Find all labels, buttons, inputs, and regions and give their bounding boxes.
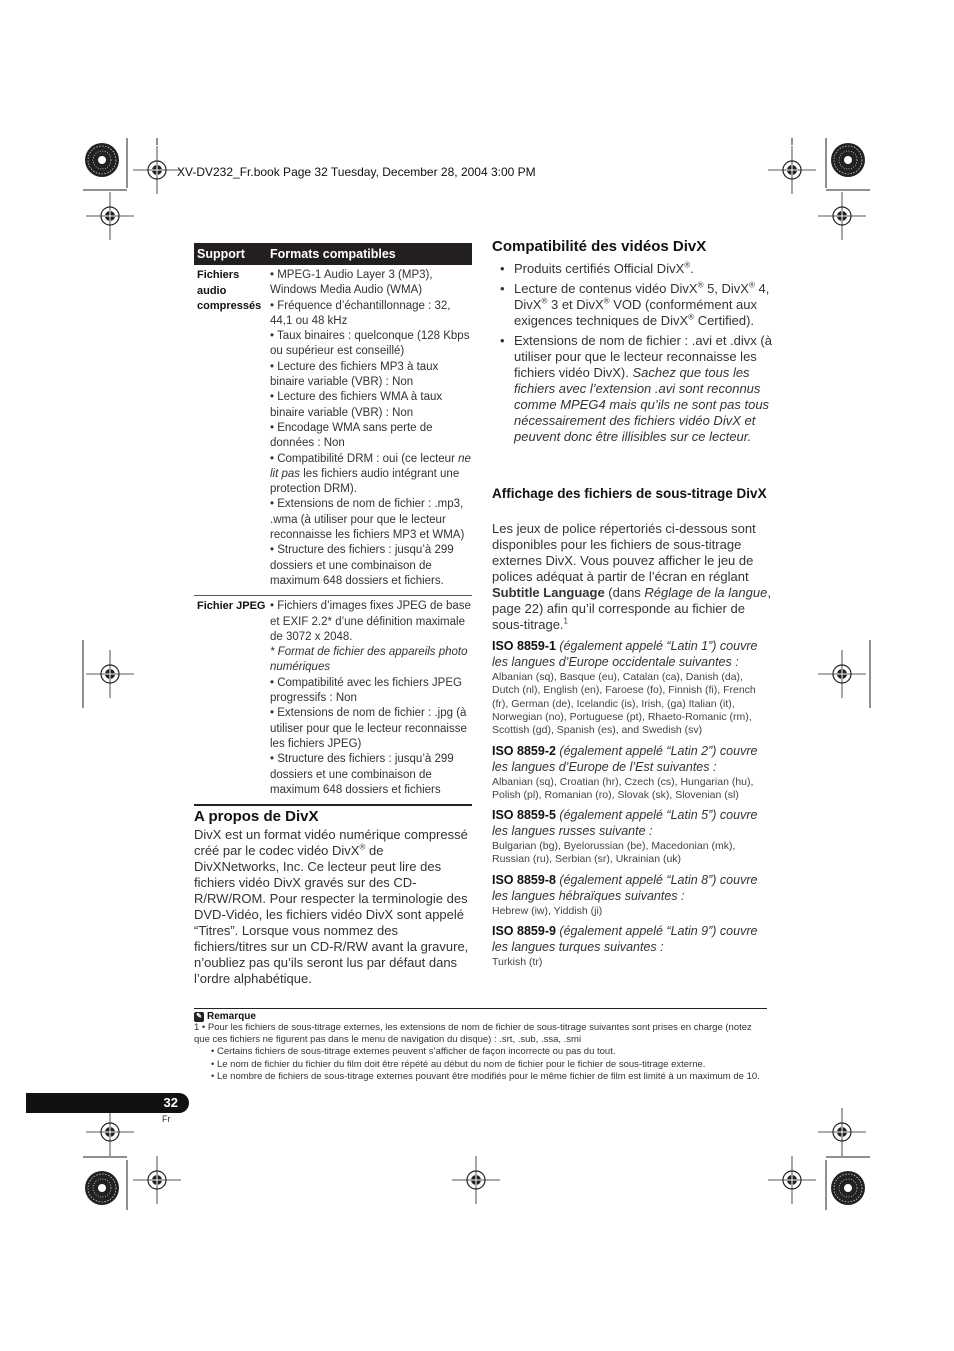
page-number: 32 [163, 1095, 178, 1110]
list-item: • Structure des fichiers : jusqu’à 299 dossiers et une combinaison de maximum 648 dossiers et fichiers. [270, 544, 454, 587]
table-row-audio [194, 265, 472, 596]
bullet-text: 4, DivX [514, 281, 770, 312]
bullet-text: 5, DivX [703, 281, 749, 296]
iso-title [492, 638, 772, 670]
list-item: • Encodage WMA sans perte de données : Non [270, 421, 433, 450]
header-formats: Formats compatibles [270, 247, 396, 261]
iso-title [492, 923, 772, 955]
note-line: 1 • Pour les fichiers de sous-titrage externes, les extensions de nom de fichier de sous-titrage suivantes sont prises en charge (notez que ces fichiers ne figurent pas dans le menu de navigation du disque) : .srt, .sub, .ssa, .smi [194, 1022, 752, 1046]
bullet-text: Extensions de nom de fichier : .avi et .divx (à utiliser pour que le lecteur reconnaisse les fichiers vidéo DivX). [514, 333, 772, 380]
iso-name: ISO 8859-1 [492, 639, 556, 653]
corner-star-br [831, 1171, 865, 1205]
iso-item-2 [492, 743, 772, 803]
bullet-text: Lecture de contenus vidéo DivX [514, 281, 698, 296]
list-item: • Taux binaires : quelconque (128 Kbps ou supérieur est conseillé) [270, 330, 470, 358]
list-item: • Extensions de nom de fichier : .mp3, .wma (à utiliser pour que le lecteur reconnaisse les fichiers MP3 et WMA) [270, 498, 465, 542]
iso-desc: (également appelé “Latin 9”) couvre les langues turques suivantes : [492, 924, 758, 954]
about-divx-title: A propos de DivX [194, 808, 319, 825]
iso-name: ISO 8859-9 [492, 924, 556, 938]
bullet-text: 3 et DivX [547, 297, 604, 312]
compat-list [492, 261, 772, 449]
registered-mark: ® [697, 280, 704, 290]
bullet-italic: Sachez que tous les fichiers avec l’extension .avi sont reconnus comme MPEG4 mais qu’ils ne sont pas tous nécessairement des fichiers vidéo DivX et peuvent donc être illisibles sur ce lecteur. [514, 365, 770, 444]
corner-star-tr [831, 143, 865, 177]
drm-text: • Compatibilité DRM : oui (ce lecteur [270, 452, 459, 465]
footnote-text: * Format de fichier des appareils photo numériques [270, 646, 468, 674]
iso-name: ISO 8859-8 [492, 873, 556, 887]
list-item: • Fichiers d’images fixes JPEG de base et EXIF 2.2* d’une définition maximale de 3072 x 2048. [270, 600, 471, 643]
list-item [270, 452, 472, 498]
about-text-a: DivX est un format vidéo numérique compressé créé par le codec vidéo DivX [194, 827, 468, 858]
iso-item-3 [492, 807, 772, 867]
iso-desc: (également appelé “Latin 5”) couvre les langues russes suivante : [492, 808, 758, 838]
note-line: • Certains fichiers de sous-titrage externes peuvent s’afficher de façon incorrecte ou pas du tout. [211, 1046, 616, 1058]
registered-mark: ® [541, 296, 548, 306]
corner-star-bl [85, 1171, 119, 1205]
subtitle-text-b: (dans [604, 585, 645, 600]
language-code: Fr [162, 1114, 171, 1124]
iso-item-1 [492, 638, 772, 737]
iso-title [492, 743, 772, 775]
iso-name: ISO 8859-2 [492, 744, 556, 758]
list-item: • Structure des fichiers : jusqu’à 299 dossiers et une combinaison de maximum 648 dossiers et fichiers [270, 753, 454, 796]
subtitle-text-a: Les jeux de police répertoriés ci-dessous sont disponibles pour les fichiers de sous-titrage externes DivX. Vous pouvez afficher le jeu de polices adéquat à partir de l’écran en réglant [492, 521, 756, 584]
list-item: • Compatibilité avec les fichiers JPEG progressifs : Non [270, 676, 462, 705]
table-header [194, 243, 472, 265]
table-row-jpeg [194, 596, 472, 806]
note-title: Remarque [207, 1011, 256, 1022]
list-item: • Extensions de nom de fichier : .jpg (à utiliser pour que le lecteur reconnaisse les fichiers JPEG) [270, 707, 467, 750]
note-header [194, 1011, 767, 1022]
list-item [492, 333, 772, 445]
list-item: • Lecture des fichiers MP3 à taux binaire variable (VBR) : Non [270, 360, 439, 389]
subtitle-menu-ref: Réglage de la langue [644, 585, 768, 600]
iso-desc: (également appelé “Latin 8”) couvre les langues hébraïques suivantes : [492, 873, 758, 903]
bullet-text: Produits certifiés Official DivX [514, 261, 685, 276]
compat-title: Compatibilité des vidéos DivX [492, 238, 707, 255]
footnote-mark: 1 [563, 616, 568, 626]
bullet-text: . [690, 261, 694, 276]
registered-mark: ® [603, 296, 610, 306]
iso-langs: Bulgarian (bg), Byelorussian (be), Macedonian (mk), Russian (ru), Serbian (sr), Ukrainian (uk) [492, 840, 736, 866]
book-header: XV-DV232_Fr.book Page 32 Tuesday, December 28, 2004 3:00 PM [177, 165, 536, 179]
iso-title [492, 872, 772, 904]
subtitles-text [492, 521, 772, 633]
row-label-jpeg: Fichier JPEG [197, 600, 266, 613]
registered-mark: ® [359, 842, 366, 852]
note-pencil-icon: ✎ [194, 1012, 204, 1022]
iso-langs: Albanian (sq), Croatian (hr), Czech (cs), Hungarian (hu), Polish (pl), Romanian (ro), Slovak (sk), Slovenian (sl) [492, 776, 754, 802]
iso-langs: Hebrew (iw), Yiddish (ji) [492, 905, 603, 917]
iso-name: ISO 8859-5 [492, 808, 556, 822]
row-label-audio: Fichiers audio compressés [197, 269, 262, 312]
list-item [492, 281, 772, 329]
about-text-b: de DivXNetworks, Inc. Ce lecteur peut lire des fichiers vidéo DivX gravés sur des CD-R/RW/ROM. Pour respecter la terminologie des DVD-Vidéo, les fichiers vidéo DivX sont appelé “Titres”. Lorsque vous nommez des fichiers/titres sur un CD-R/RW avant la gravure, n’oubliez pas qu’ils seront lus par défaut dans l’ordre alphabétique. [194, 843, 469, 986]
bullet-text: VOD (conformément aux exigences techniques de DivX [514, 297, 758, 328]
iso-langs: Turkish (tr) [492, 956, 543, 968]
iso-title [492, 807, 772, 839]
list-item [492, 261, 772, 277]
iso-langs: Albanian (sq), Basque (eu), Catalan (ca), Danish (da), Dutch (nl), English (en), Faroese (fo), Finnish (fi), French (fr), German (de), Icelandic (is), Irish, (ga) Italian (it), Norwegian (no), Portuguese (pt), Rhaeto-Romanic (rm), Scottish (gd), Spanish (es), and Swedish (sv) [492, 671, 756, 737]
bullet-text: Certified). [694, 313, 755, 328]
registered-mark: ® [688, 312, 695, 322]
iso-desc: (également appelé “Latin 2”) couvre les langues d’Europe de l’Est suivantes : [492, 744, 758, 774]
note-line: • Le nombre de fichiers de sous-titrage externes pouvant être modifiés pour le même fichier de film est limité à un maximum de 10. [211, 1070, 760, 1082]
subtitle-setting: Subtitle Language [492, 585, 605, 600]
list-item: • MPEG-1 Audio Layer 3 (MP3), Windows Media Audio (WMA) [270, 269, 433, 297]
note-line: • Le nom de fichier du fichier du film doit être répété au début du nom de fichier pour le fichier de sous-titrage externe. [211, 1058, 706, 1070]
about-divx-text [194, 827, 472, 987]
subtitles-title: Affichage des fichiers de sous-titrage DivX [492, 486, 767, 501]
iso-item-4 [492, 872, 772, 918]
corner-star-tl [85, 143, 119, 177]
iso-desc: (également appelé “Latin 1”) couvre les langues d’Europe occidentale suivantes : [492, 639, 758, 669]
page-number-badge [26, 1093, 189, 1113]
formats-table [194, 243, 472, 806]
note-box [194, 1008, 767, 1083]
registered-mark: ® [748, 280, 755, 290]
header-support: Support [197, 247, 245, 261]
iso-item-5 [492, 923, 772, 969]
registered-mark: ® [684, 260, 691, 270]
list-item: • Fréquence d’échantillonnage : 32, 44,1 ou 48 kHz [270, 299, 451, 327]
row-content-jpeg [270, 599, 472, 798]
row-content-audio [270, 268, 472, 589]
list-item: • Lecture des fichiers WMA à taux binaire variable (VBR) : Non [270, 391, 443, 419]
drm-emphasis: ne lit pas [270, 452, 471, 480]
subtitle-text-c: , page 22) afin qu’il corresponde au fichier de sous-titrage. [492, 585, 771, 632]
drm-text-end: les fichiers audio intégrant une protection DRM). [270, 467, 460, 496]
